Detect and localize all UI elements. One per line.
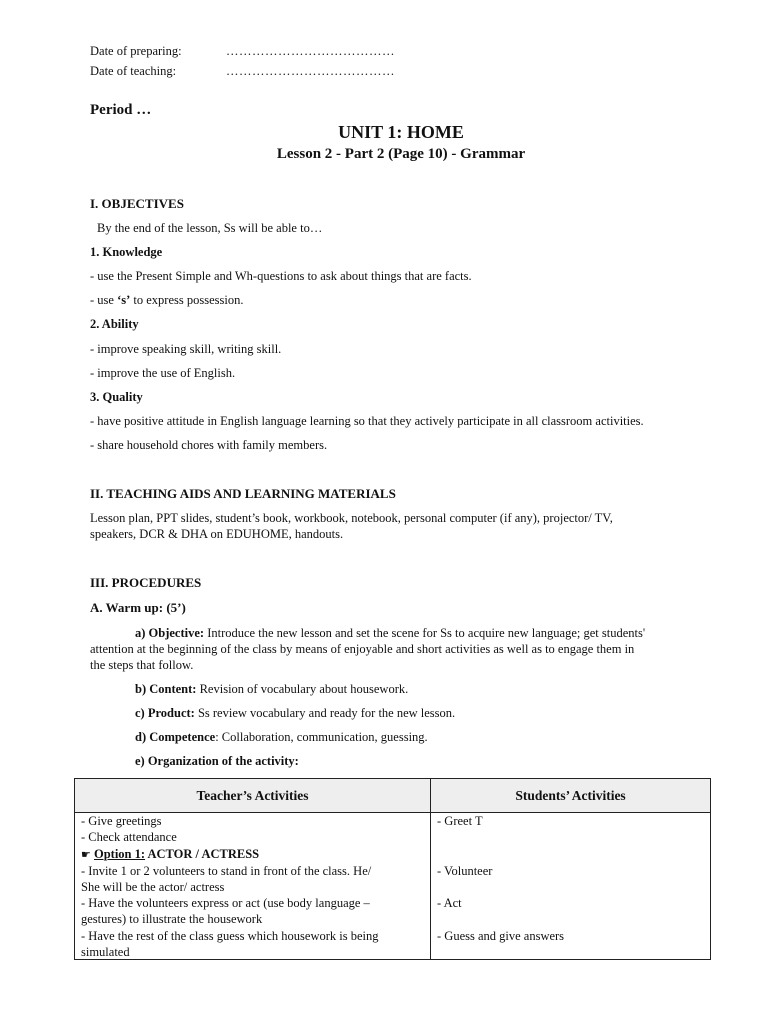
quality-heading: 3. Quality: [90, 390, 143, 404]
option-1-line: ☛ Option 1: ACTOR / ACTRESS: [81, 847, 260, 861]
teacher-step-invite-1: - Invite 1 or 2 volunteers to stand in front of the class. He/: [81, 864, 372, 878]
table-row: [75, 813, 711, 960]
product-line: c) Product: Ss review vocabulary and ready for the new lesson.: [135, 706, 456, 720]
table-header-row: [75, 779, 711, 813]
pointing-hand-icon: ☛: [81, 848, 91, 861]
teacher-activities-cell: [75, 813, 431, 960]
student-step-act: - Act: [437, 896, 462, 910]
objective-line-3: the steps that follow.: [90, 658, 194, 672]
date-preparing-label: Date of preparing:: [90, 44, 182, 58]
organization-label: e) Organization of the activity:: [135, 754, 299, 768]
knowledge-item-2: - use ‘s’ to express possession.: [90, 293, 244, 307]
page-subtitle: Lesson 2 - Part 2 (Page 10) - Grammar: [276, 146, 526, 162]
aids-line-2: speakers, DCR & DHA on EDUHOME, handouts.: [90, 527, 344, 541]
knowledge-item-1: - use the Present Simple and Wh-questions to ask about things that are facts.: [90, 269, 472, 283]
students-activities-header: Students’ Activities: [431, 779, 711, 813]
ability-item-1: - improve speaking skill, writing skill.: [90, 342, 282, 356]
teacher-step-express-2: gestures) to illustrate the housework: [81, 912, 263, 926]
student-step-guess: - Guess and give answers: [437, 929, 565, 943]
student-step-greet: - Greet T: [437, 814, 483, 828]
aids-heading: II. TEACHING AIDS AND LEARNING MATERIALS: [90, 486, 396, 501]
content-line: b) Content: Revision of vocabulary about housework.: [135, 682, 409, 696]
teacher-step-express-1: - Have the volunteers express or act (use body language –: [81, 896, 370, 910]
teacher-step-guess-2: simulated: [81, 945, 130, 959]
date-teaching-label: Date of teaching:: [90, 64, 177, 78]
teacher-step-invite-2: She will be the actor/ actress: [81, 880, 225, 894]
date-teaching-value: …………………………………: [226, 64, 395, 78]
warmup-heading: A. Warm up: (5’): [90, 600, 186, 615]
date-preparing-value: …………………………………: [226, 44, 395, 58]
objectives-intro: By the end of the lesson, Ss will be able to…: [97, 221, 323, 235]
quality-item-2: - share household chores with family members.: [90, 438, 328, 452]
objective-line-1: a) Objective: Introduce the new lesson and set the scene for Ss to acquire new language; get students': [135, 626, 646, 640]
teacher-activities-header: Teacher’s Activities: [75, 779, 431, 813]
teacher-step-guess-1: - Have the rest of the class guess which housework is being: [81, 929, 379, 943]
ability-item-2: - improve the use of English.: [90, 366, 236, 380]
competence-line: d) Competence: Collaboration, communication, guessing.: [135, 730, 428, 744]
student-step-volunteer: - Volunteer: [437, 864, 493, 878]
page-title: UNIT 1: HOME: [338, 122, 464, 142]
knowledge-heading: 1. Knowledge: [90, 245, 163, 259]
aids-line-1: Lesson plan, PPT slides, student’s book, workbook, notebook, personal computer (if any), projector/ TV,: [90, 511, 613, 525]
ability-heading: 2. Ability: [90, 317, 139, 331]
objectives-heading: I. OBJECTIVES: [90, 196, 184, 211]
students-activities-cell: [431, 813, 711, 960]
teacher-step-greetings: - Give greetings: [81, 814, 162, 828]
procedures-heading: III. PROCEDURES: [90, 575, 202, 590]
teacher-step-attendance: - Check attendance: [81, 830, 177, 844]
activities-table: [74, 778, 711, 960]
objective-line-2: attention at the beginning of the class by means of enjoyable and short activities as well as to engage them in: [90, 642, 635, 656]
period-label: Period …: [90, 102, 152, 118]
quality-item-1: - have positive attitude in English language learning so that they actively participate in all classroom activities.: [90, 414, 644, 428]
